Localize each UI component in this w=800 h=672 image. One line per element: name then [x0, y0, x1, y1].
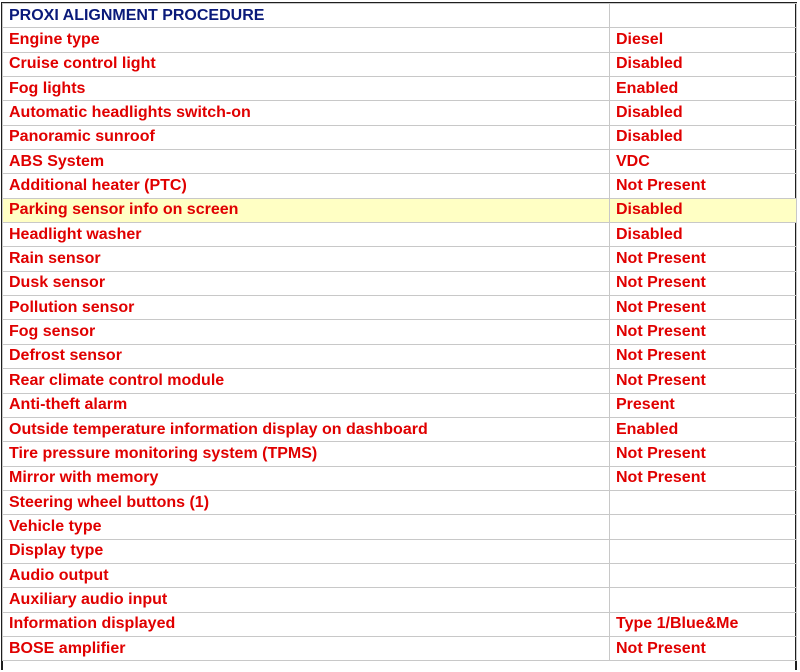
row-label: Display type	[3, 539, 610, 563]
row-label: Engine type	[3, 28, 610, 52]
row-label: Rear climate control module	[3, 369, 610, 393]
row-label: Outside temperature information display on dashboard	[3, 417, 610, 441]
table-row[interactable]	[3, 636, 797, 660]
row-label: Audio output	[3, 563, 610, 587]
row-value: Disabled	[610, 198, 797, 222]
table-row[interactable]	[3, 271, 797, 295]
row-label: Fog sensor	[3, 320, 610, 344]
table-row[interactable]	[3, 77, 797, 101]
row-value: Disabled	[610, 52, 797, 76]
table-row[interactable]	[3, 320, 797, 344]
row-label: Defrost sensor	[3, 344, 610, 368]
row-value: Not Present	[610, 296, 797, 320]
row-label: Automatic headlights switch-on	[3, 101, 610, 125]
row-label: Parking sensor info on screen	[3, 198, 610, 222]
table-row[interactable]	[3, 515, 797, 539]
table-row[interactable]	[3, 393, 797, 417]
row-label: Anti-theft alarm	[3, 393, 610, 417]
row-label: BOSE amplifier	[3, 636, 610, 660]
row-value	[610, 588, 797, 612]
table-row[interactable]	[3, 247, 797, 271]
row-value: Present	[610, 393, 797, 417]
row-value: Disabled	[610, 125, 797, 149]
row-value: Not Present	[610, 344, 797, 368]
row-label: Cruise control light	[3, 52, 610, 76]
row-label: Vehicle type	[3, 515, 610, 539]
row-label: Tire pressure monitoring system (TPMS)	[3, 442, 610, 466]
table-title-value-cell	[610, 4, 797, 28]
row-label: Mirror with memory	[3, 466, 610, 490]
row-value: Disabled	[610, 223, 797, 247]
row-label: Pollution sensor	[3, 296, 610, 320]
row-value: Enabled	[610, 417, 797, 441]
row-value: Type 1/Blue&Me	[610, 612, 797, 636]
row-value	[610, 515, 797, 539]
table-row[interactable]	[3, 174, 797, 198]
row-label: ABS System	[3, 150, 610, 174]
table-row[interactable]	[3, 344, 797, 368]
row-label: Additional heater (PTC)	[3, 174, 610, 198]
row-value: Not Present	[610, 442, 797, 466]
table-row[interactable]	[3, 28, 797, 52]
row-label: Steering wheel buttons (1)	[3, 490, 610, 514]
table-row[interactable]	[3, 612, 797, 636]
table-row[interactable]	[3, 125, 797, 149]
row-value	[610, 490, 797, 514]
row-label: Headlight washer	[3, 223, 610, 247]
table-row[interactable]	[3, 296, 797, 320]
table-row[interactable]	[3, 442, 797, 466]
table-row[interactable]	[3, 417, 797, 441]
row-value: Diesel	[610, 28, 797, 52]
row-value: Not Present	[610, 466, 797, 490]
table-row[interactable]	[3, 539, 797, 563]
row-value	[610, 563, 797, 587]
table-row[interactable]	[3, 563, 797, 587]
table-row[interactable]	[3, 223, 797, 247]
table-row[interactable]	[3, 369, 797, 393]
row-label: Rain sensor	[3, 247, 610, 271]
table-body	[3, 4, 797, 661]
row-value: Enabled	[610, 77, 797, 101]
row-value: Not Present	[610, 636, 797, 660]
table-row[interactable]	[3, 588, 797, 612]
table-row[interactable]	[3, 52, 797, 76]
proxi-alignment-table	[2, 3, 797, 661]
table-row[interactable]	[3, 101, 797, 125]
table-row[interactable]	[3, 198, 797, 222]
row-value: VDC	[610, 150, 797, 174]
table-header-row	[3, 4, 797, 28]
row-label: Panoramic sunroof	[3, 125, 610, 149]
table-title: PROXI ALIGNMENT PROCEDURE	[3, 4, 610, 28]
row-value: Not Present	[610, 369, 797, 393]
row-value: Disabled	[610, 101, 797, 125]
row-value: Not Present	[610, 271, 797, 295]
row-value: Not Present	[610, 174, 797, 198]
table-row[interactable]	[3, 150, 797, 174]
row-label: Auxiliary audio input	[3, 588, 610, 612]
row-label: Fog lights	[3, 77, 610, 101]
row-label: Dusk sensor	[3, 271, 610, 295]
table-row[interactable]	[3, 490, 797, 514]
row-label: Information displayed	[3, 612, 610, 636]
row-value: Not Present	[610, 320, 797, 344]
row-value: Not Present	[610, 247, 797, 271]
row-value	[610, 539, 797, 563]
table-row[interactable]	[3, 466, 797, 490]
